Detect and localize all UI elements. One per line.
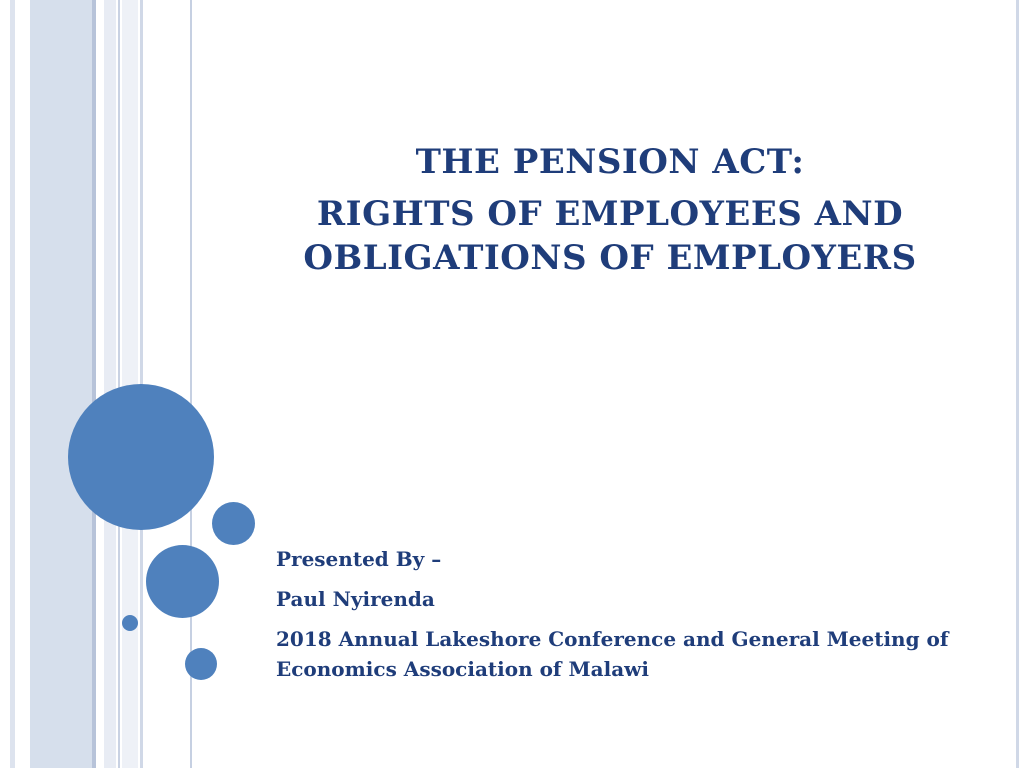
decorative-stripe	[10, 0, 15, 768]
slide-subtitle	[276, 544, 976, 694]
decorative-circle-small	[185, 648, 217, 680]
decorative-stripe	[104, 0, 116, 768]
presented-by-label: Presented By –	[276, 547, 442, 571]
decorative-circle-large	[68, 384, 214, 530]
decorative-circle-medium	[146, 545, 219, 618]
title-line-2: RIGHTS OF EMPLOYEES AND OBLIGATIONS OF EMPLOYERS	[303, 194, 917, 278]
slide-title	[270, 140, 950, 280]
event-name: 2018 Annual Lakeshore Conference and General Meeting of Economics Association of Malawi	[276, 627, 949, 681]
decorative-circle-small	[212, 502, 255, 545]
presenter-name: Paul Nyirenda	[276, 587, 435, 611]
decorative-stripe	[30, 0, 92, 768]
title-line-1: THE PENSION ACT:	[415, 142, 805, 182]
decorative-stripe	[1016, 0, 1019, 768]
decorative-stripe	[118, 0, 120, 768]
decorative-circle-tiny	[122, 615, 138, 631]
decorative-stripe	[92, 0, 96, 768]
